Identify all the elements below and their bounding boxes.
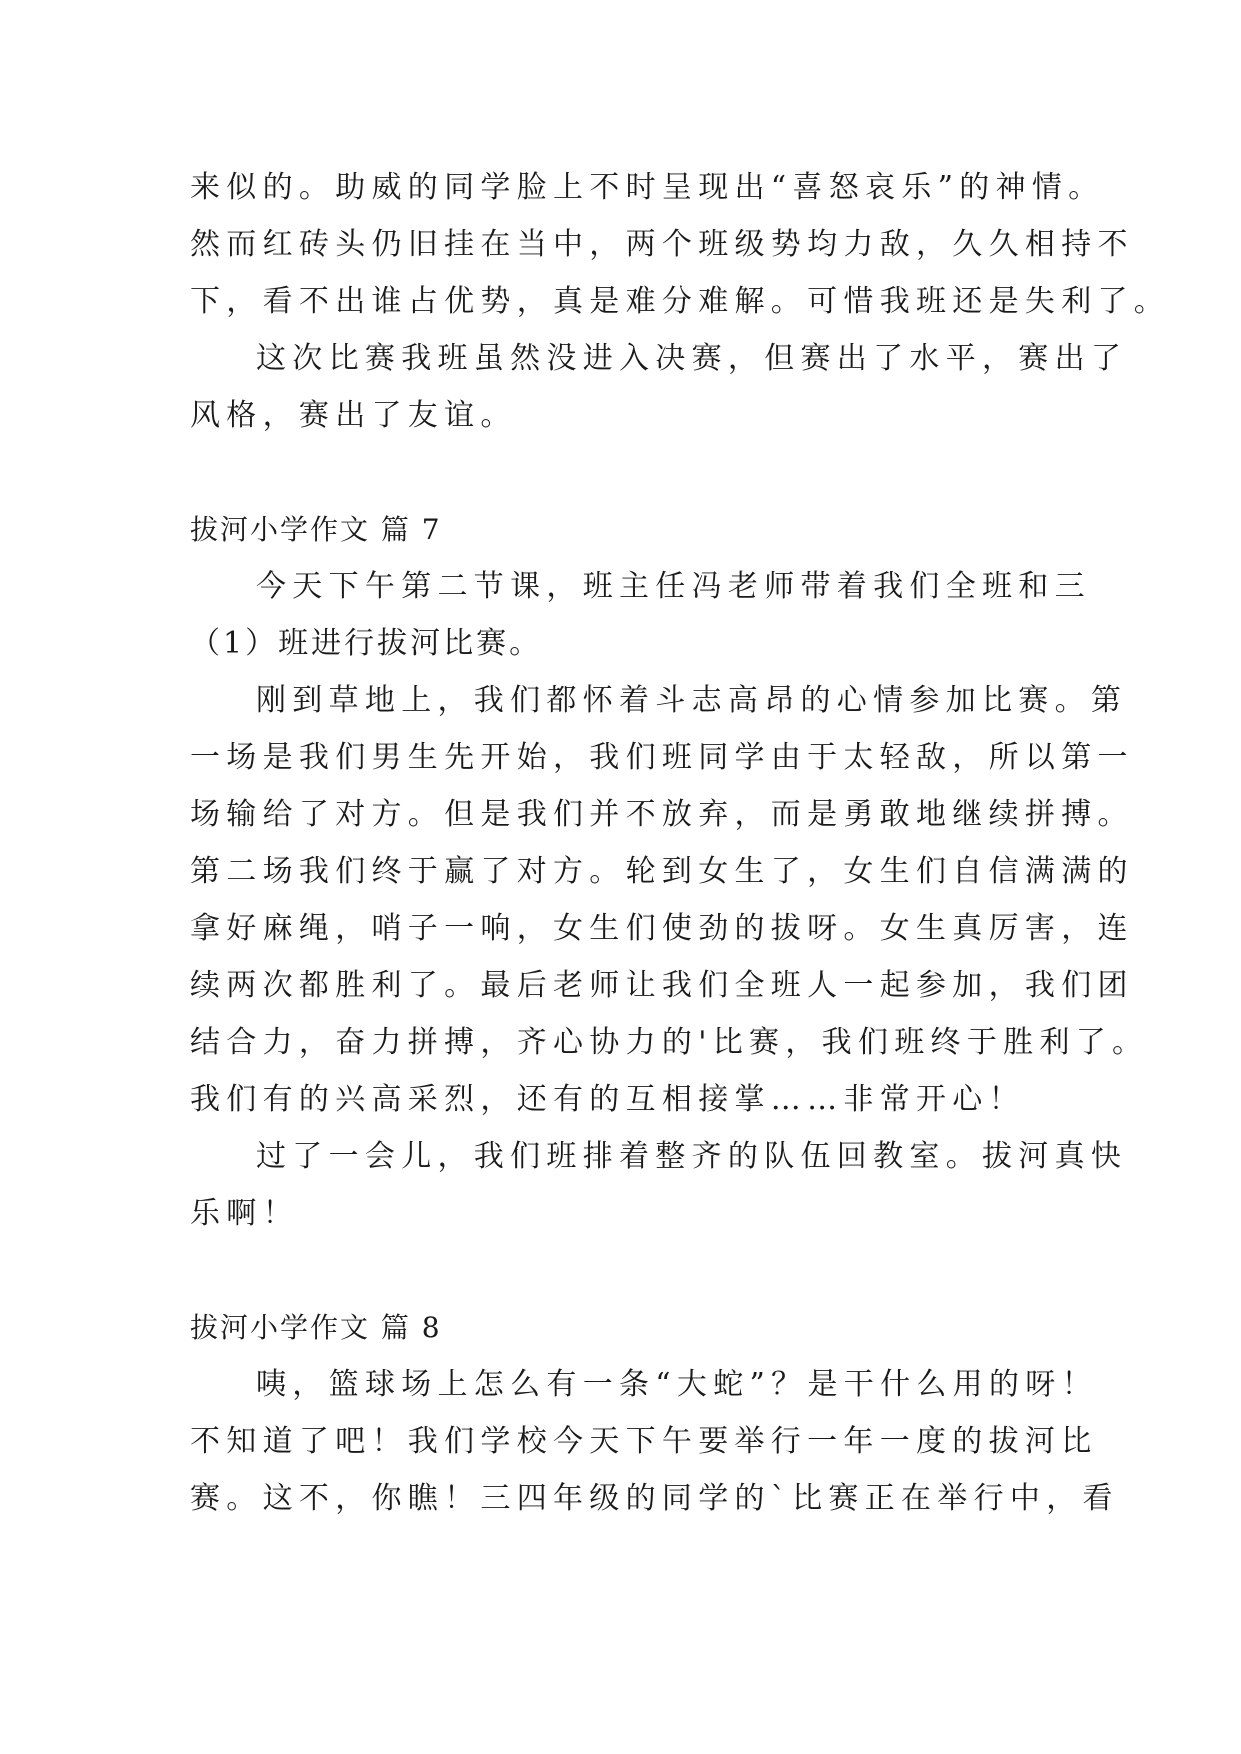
body-line: 来似的。助威的同学脸上不时呈现出“喜怒哀乐”的神情。 [190, 170, 1105, 205]
section-heading-8: 拔河小学作文 篇 8 [190, 1311, 442, 1344]
body-line: 风格，赛出了友谊。 [190, 398, 517, 433]
body-line: 续两次都胜利了。最后老师让我们全班人一起参加，我们团 [190, 968, 1134, 1003]
body-line: 第二场我们终于赢了对方。轮到女生了，女生们自信满满的 [190, 854, 1134, 889]
body-line: 赛。这不，你瞧！三四年级的同学的`比赛正在举行中，看 [190, 1481, 1119, 1516]
body-line: 场输给了对方。但是我们并不放弃，而是勇敢地继续拼搏。 [190, 797, 1134, 832]
body-line: 一场是我们男生先开始，我们班同学由于太轻敌，所以第一 [190, 740, 1134, 775]
paragraph-first-line: 咦，篮球场上怎么有一条“大蛇”？是干什么用的呀！ [256, 1367, 1098, 1402]
body-line: （1）班进行拔河比赛。 [190, 626, 543, 661]
body-line: 我们有的兴高采烈，还有的互相接掌……非常开心！ [190, 1082, 1025, 1117]
body-line: 下，看不出谁占优势，真是难分难解。可惜我班还是失利了。 [190, 284, 1171, 319]
body-line: 不知道了吧！我们学校今天下午要举行一年一度的拔河比 [190, 1424, 1098, 1459]
paragraph-first-line: 刚到草地上，我们都怀着斗志高昂的心情参加比赛。第 [256, 683, 1128, 718]
section-heading-7: 拔河小学作文 篇 7 [190, 513, 442, 546]
paragraph-first-line: 过了一会儿，我们班排着整齐的队伍回教室。拔河真快 [256, 1139, 1128, 1174]
body-line: 乐啊！ [190, 1196, 299, 1231]
body-line: 结合力，奋力拼搏，齐心协力的'比赛，我们班终于胜利了。 [190, 1025, 1149, 1060]
paragraph-first-line: 这次比赛我班虽然没进入决赛，但赛出了水平，赛出了 [256, 341, 1128, 376]
body-line: 拿好麻绳，哨子一响，女生们使劲的拔呀。女生真厉害，连 [190, 911, 1134, 946]
paragraph-first-line: 今天下午第二节课，班主任冯老师带着我们全班和三 [256, 569, 1091, 604]
body-line: 然而红砖头仍旧挂在当中，两个班级势均力敌，久久相持不 [190, 227, 1134, 262]
